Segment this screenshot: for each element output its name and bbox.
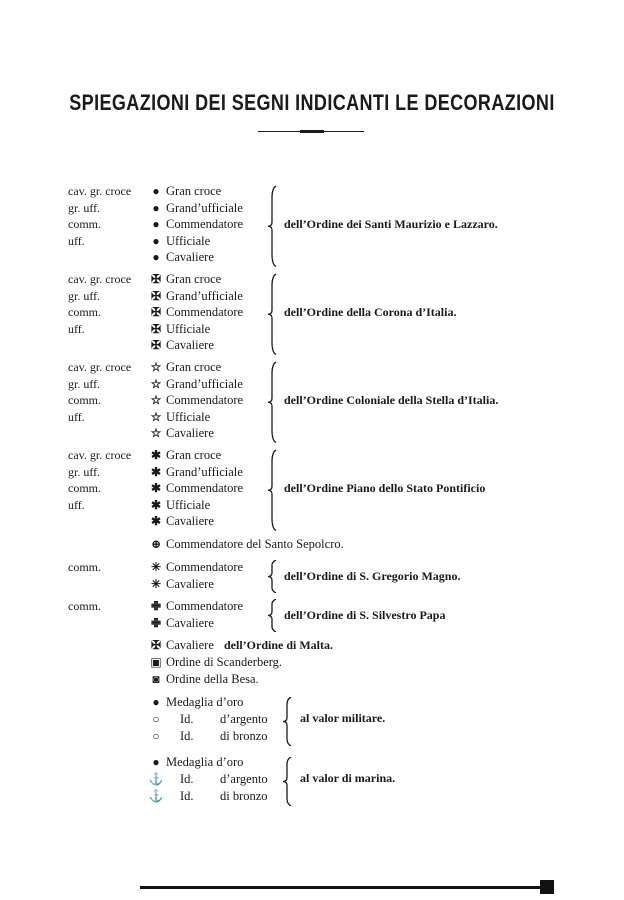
decoration-symbol-icon: ✠: [150, 321, 162, 336]
rank-abbreviation: gr. uff.: [68, 288, 101, 303]
rank-label: Grand’ufficiale: [166, 288, 243, 303]
rank-label: Ufficiale: [166, 321, 211, 336]
medal-id: Id.: [180, 789, 194, 803]
medal-symbol-icon: ○: [152, 712, 160, 726]
order-name: dell’Ordine Piano dello Stato Pontificio: [284, 481, 486, 495]
decoration-symbol-icon: ◙: [152, 672, 160, 686]
rank-label: Cavaliere: [166, 250, 214, 264]
decoration-symbol-icon: ●: [152, 233, 160, 248]
gregorio-brace: [268, 560, 282, 593]
rank-label: Cavaliere: [166, 576, 214, 591]
group-brace: [268, 450, 282, 531]
rank-label: Gran croce: [166, 448, 222, 462]
decoration-symbol-icon: ●: [152, 250, 160, 264]
rank-label: Ufficiale: [166, 233, 211, 248]
order-name: dell’Ordine della Corona d’Italia.: [284, 305, 457, 319]
rank-label: Commendatore: [166, 393, 244, 407]
rank-label: Grand’ufficiale: [166, 464, 243, 479]
malta-label-order: dell’Ordine di Malta.: [224, 638, 333, 652]
decoration-symbol-icon: ☆: [150, 409, 162, 424]
decoration-symbol-icon: ☆: [150, 376, 162, 391]
decoration-symbol-icon: ✠: [150, 272, 162, 286]
medal-metal: d’argento: [220, 772, 268, 786]
decoration-symbol-icon: ●: [152, 217, 160, 231]
rank-abbreviation: cav. gr. croce: [68, 448, 132, 462]
rank-label: Commendatore: [166, 217, 244, 231]
decoration-symbol-icon: ✱: [150, 514, 162, 528]
rank-abbreviation: uff.: [68, 409, 85, 424]
rank-abbreviation: comm.: [68, 217, 101, 231]
decoration-symbol-icon: ▣: [150, 655, 162, 669]
page-corner-mark: [540, 880, 554, 894]
silvestro-brace: [268, 599, 282, 632]
medal-metal: di bronzo: [220, 729, 268, 743]
rank-abbreviation: gr. uff.: [68, 464, 101, 479]
medal-id: Id.: [180, 772, 194, 786]
group-brace: [268, 362, 282, 443]
decoration-symbol-icon: ✙: [150, 599, 162, 613]
rank-label: Cavaliere: [166, 615, 214, 630]
medal-label: Medaglia d’oro: [166, 755, 244, 769]
rank-abbreviation: comm.: [68, 599, 101, 613]
medal-symbol-icon: ⚓: [148, 789, 164, 803]
order-name: dell’Ordine di S. Silvestro Papa: [284, 608, 446, 622]
medal-id: Id.: [180, 729, 194, 743]
rank-label: Gran croce: [166, 272, 222, 286]
rank-label: Cavaliere: [166, 514, 214, 528]
medal-metal: di bronzo: [220, 789, 268, 803]
decoration-symbol-icon: ●: [152, 184, 160, 198]
rank-label: Grand’ufficiale: [166, 376, 243, 391]
medal-symbol-icon: ○: [152, 729, 160, 743]
medal-symbol-icon: ●: [152, 755, 160, 769]
rank-abbreviation: uff.: [68, 233, 85, 248]
rank-label: Commendatore: [166, 305, 244, 319]
title-underline-center: [300, 130, 324, 133]
page-title: SPIEGAZIONI DEI SEGNI INDICANTI LE DECORAZIONI: [69, 90, 555, 115]
rank-abbreviation: cav. gr. croce: [68, 184, 132, 198]
besa-label: Ordine della Besa.: [166, 672, 259, 686]
decoration-symbol-icon: ☆: [150, 360, 162, 374]
decoration-symbol-icon: ✱: [150, 464, 162, 479]
rank-label: Ufficiale: [166, 497, 211, 512]
rank-abbreviation: gr. uff.: [68, 376, 101, 391]
rank-label: Ufficiale: [166, 409, 211, 424]
medal-id: Id.: [180, 712, 194, 726]
rank-abbreviation: comm.: [68, 560, 101, 574]
decoration-symbol-icon: ✳: [150, 576, 162, 591]
medal-symbol-icon: ⚓: [148, 772, 164, 786]
rank-label: Commendatore: [166, 599, 244, 613]
rank-abbreviation: comm.: [68, 393, 101, 407]
group-brace: [268, 186, 282, 267]
decoration-symbol-icon: ✱: [150, 481, 162, 495]
rank-abbreviation: uff.: [68, 497, 85, 512]
rank-abbreviation: cav. gr. croce: [68, 272, 132, 286]
medal-order: al valor militare.: [300, 711, 386, 725]
decoration-symbol-icon: ✠: [150, 288, 162, 303]
malta-label-plain: Cavaliere: [166, 638, 214, 652]
rank-label: Gran croce: [166, 184, 222, 198]
rank-label: Grand’ufficiale: [166, 200, 243, 215]
decoration-symbol-icon: ●: [152, 200, 160, 215]
navy-brace: [283, 757, 297, 806]
decoration-symbol-icon: ✠: [150, 305, 162, 319]
bottom-rule: [140, 886, 550, 889]
rank-label: Commendatore: [166, 560, 244, 574]
decoration-symbol-icon: ✱: [150, 497, 162, 512]
rank-abbreviation: comm.: [68, 481, 101, 495]
decoration-symbol-icon: ✳: [150, 560, 162, 574]
decoration-symbol-icon: ✠: [150, 638, 162, 652]
rank-abbreviation: gr. uff.: [68, 200, 101, 215]
decoration-symbol-icon: ☆: [150, 393, 162, 407]
rank-abbreviation: cav. gr. croce: [68, 360, 132, 374]
military-brace: [283, 697, 297, 746]
decoration-symbol-icon: ✱: [150, 448, 162, 462]
rank-abbreviation: uff.: [68, 321, 85, 336]
scanderberg-label: Ordine di Scanderberg.: [166, 655, 283, 669]
rank-label: Cavaliere: [166, 338, 214, 352]
rank-abbreviation: comm.: [68, 305, 101, 319]
decoration-symbol-icon: ⊕: [150, 537, 162, 551]
medal-label: Medaglia d’oro: [166, 695, 244, 709]
medal-metal: d’argento: [220, 712, 268, 726]
order-name: dell’Ordine Coloniale della Stella d’Italia.: [284, 393, 499, 407]
medal-order: al valor di marina.: [300, 771, 396, 785]
santo-sepolcro-label: Commendatore del Santo Sepolcro.: [166, 537, 344, 551]
decoration-symbol-icon: ✠: [150, 338, 162, 352]
order-name: dell’Ordine di S. Gregorio Magno.: [284, 569, 461, 583]
decoration-symbol-icon: ✙: [150, 615, 162, 630]
medal-symbol-icon: ●: [152, 695, 160, 709]
order-name: dell’Ordine dei Santi Maurizio e Lazzaro.: [284, 217, 498, 231]
rank-label: Cavaliere: [166, 426, 214, 440]
decoration-symbol-icon: ☆: [150, 426, 162, 440]
rank-label: Gran croce: [166, 360, 222, 374]
group-brace: [268, 274, 282, 355]
rank-label: Commendatore: [166, 481, 244, 495]
